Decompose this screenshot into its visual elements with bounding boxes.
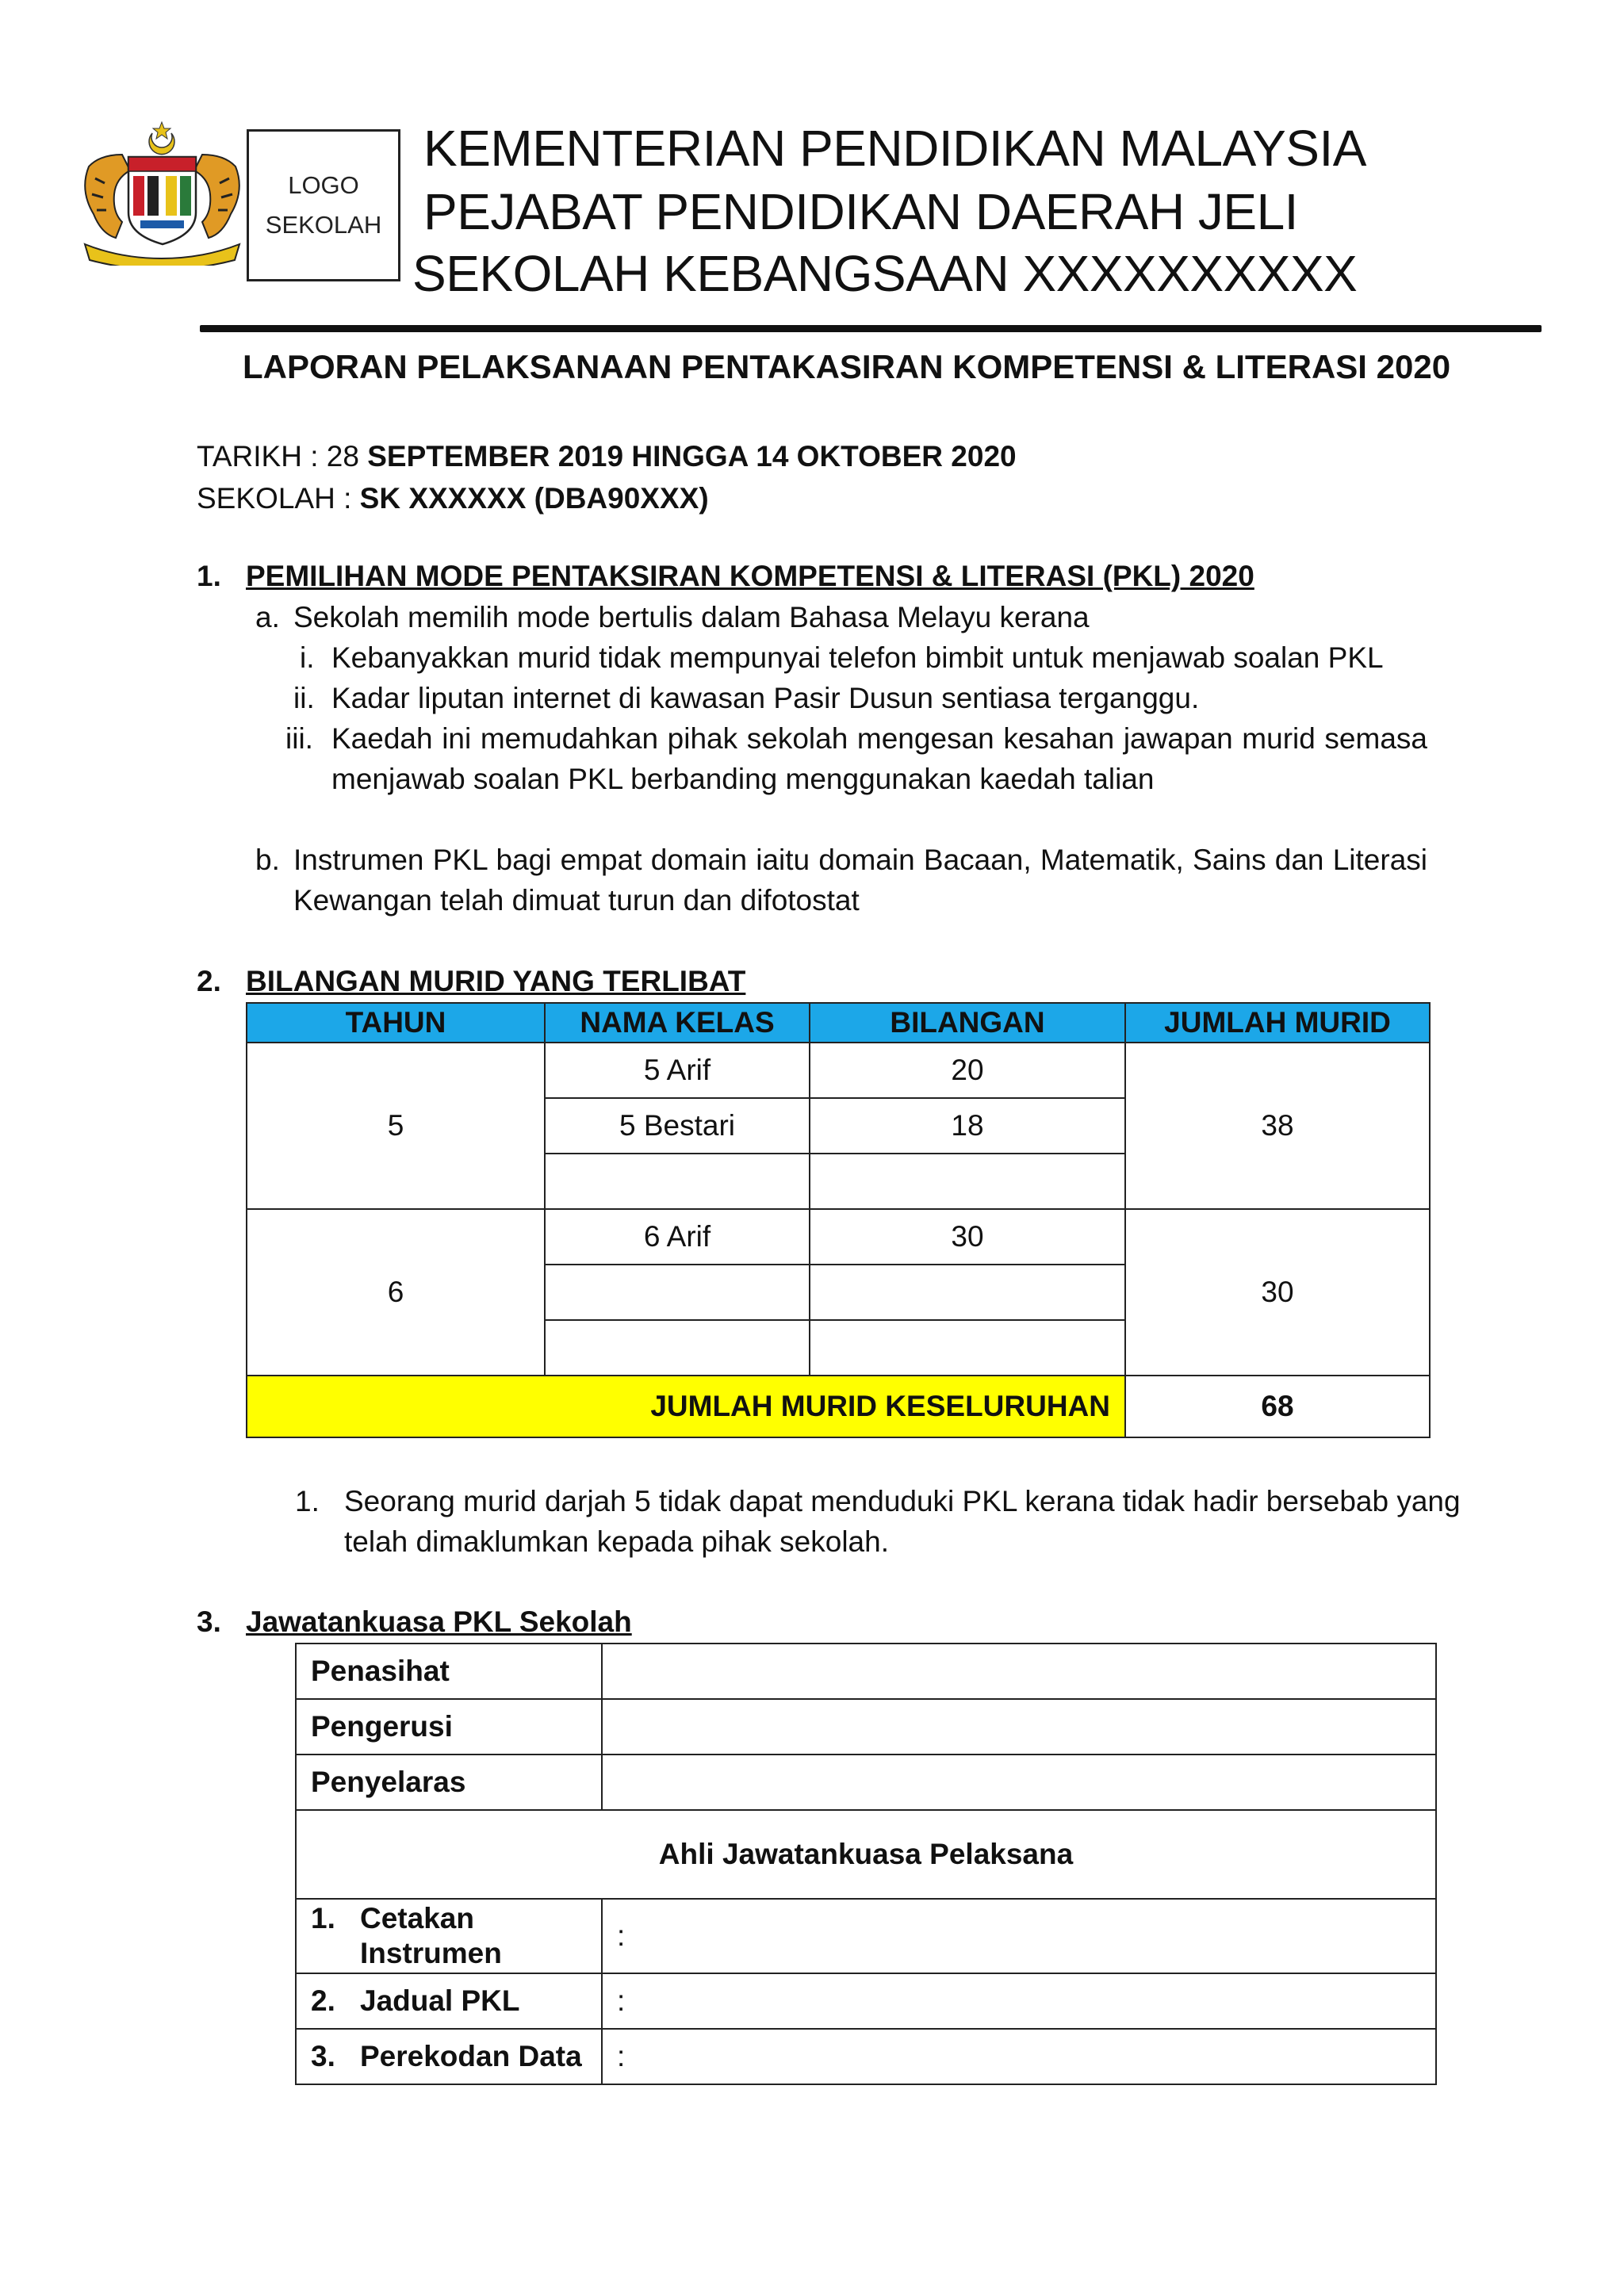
kelas-cell: 6 Arif xyxy=(545,1209,810,1265)
school-value: SK XXXXXX (DBA90XXX) xyxy=(359,482,709,515)
student-count-table xyxy=(246,1002,1431,1438)
table-row xyxy=(296,1644,1436,1699)
report-school xyxy=(197,478,709,519)
logo-box-line1: LOGO xyxy=(288,171,359,199)
header-divider xyxy=(200,325,1542,332)
kelas-cell xyxy=(545,1154,810,1209)
table-row xyxy=(296,1899,1436,1973)
table-row xyxy=(296,1699,1436,1755)
table-row xyxy=(296,2029,1436,2084)
table-row xyxy=(247,1043,1430,1098)
duty-name: Jadual PKL xyxy=(360,1984,520,2017)
duty-name xyxy=(360,1901,502,1971)
reason-iii-line2: menjawab soalan PKL berbanding menggunakan kaedah talian xyxy=(331,763,1155,795)
school-logo-placeholder xyxy=(247,129,400,281)
bilangan-cell: 18 xyxy=(810,1098,1125,1154)
tahun-cell: 5 xyxy=(247,1043,545,1209)
item-a-marker: a. xyxy=(255,601,280,633)
table-row xyxy=(296,1755,1436,1810)
reason-iii-line1: Kaedah ini memudahkan pihak sekolah mengesan kesahan jawapan murid semasa xyxy=(331,722,1427,755)
report-date xyxy=(197,436,1017,477)
duty-name-line2: Instrumen xyxy=(360,1937,502,1969)
item-b-line1: Instrumen PKL bagi empat domain iaitu domain Bacaan, Matematik, Sains dan Literasi xyxy=(293,844,1427,876)
note-line2: telah dimaklumkan kepada pihak sekolah. xyxy=(344,1525,889,1558)
table-row xyxy=(247,1209,1430,1265)
bilangan-cell xyxy=(810,1154,1125,1209)
section1-title: PEMILIHAN MODE PENTAKSIRAN KOMPETENSI & LITERASI (PKL) 2020 xyxy=(246,560,1254,592)
duty-value: : xyxy=(602,2029,1436,2084)
duty-name: Perekodan Data xyxy=(360,2040,582,2072)
reason-ii-text: Kadar liputan internet di kawasan Pasir Dusun sentiasa terganggu. xyxy=(331,682,1200,714)
item-b-marker: b. xyxy=(255,844,280,876)
column-header-bilangan: BILANGAN xyxy=(810,1003,1125,1043)
ministry-name: KEMENTERIAN PENDIDIKAN MALAYSIA xyxy=(423,120,1366,177)
table-row xyxy=(296,1973,1436,2029)
role-label: Pengerusi xyxy=(296,1699,602,1755)
total-value: 68 xyxy=(1125,1376,1430,1437)
note-marker: 1. xyxy=(295,1485,320,1517)
bilangan-cell xyxy=(810,1265,1125,1320)
item-b-line2: Kewangan telah dimuat turun dan difotostat xyxy=(293,884,860,916)
duty-value: : xyxy=(602,1899,1436,1973)
date-value: SEPTEMBER 2019 HINGGA 14 OKTOBER 2020 xyxy=(367,440,1017,473)
note-line1: Seorang murid darjah 5 tidak dapat menduduki PKL kerana tidak hadir bersebab yang xyxy=(344,1485,1461,1517)
role-value xyxy=(602,1699,1436,1755)
bilangan-cell: 20 xyxy=(810,1043,1125,1098)
malaysia-coat-of-arms-icon xyxy=(73,119,251,266)
item-a-text: Sekolah memilih mode bertulis dalam Bahasa Melayu kerana xyxy=(293,601,1090,633)
committee-table xyxy=(295,1643,1437,2085)
role-value xyxy=(602,1755,1436,1810)
kelas-cell xyxy=(545,1320,810,1376)
duty-number: 2. xyxy=(311,1984,335,2017)
table-subheading-row xyxy=(296,1810,1436,1899)
bilangan-cell xyxy=(810,1320,1125,1376)
section3-number: 3. xyxy=(197,1605,221,1638)
kelas-cell xyxy=(545,1265,810,1320)
section2-number: 2. xyxy=(197,965,221,997)
section3-title: Jawatankuasa PKL Sekolah xyxy=(246,1605,632,1638)
committee-subheading: Ahli Jawatankuasa Pelaksana xyxy=(296,1810,1436,1899)
reason-i-marker: i. xyxy=(300,641,315,674)
role-label: Penasihat xyxy=(296,1644,602,1699)
section1-number: 1. xyxy=(197,560,221,592)
table-total-row xyxy=(247,1376,1430,1437)
section2-title: BILANGAN MURID YANG TERLIBAT xyxy=(246,965,746,997)
role-label: Penyelaras xyxy=(296,1755,602,1810)
date-label: TARIKH : 28 xyxy=(197,440,368,473)
school-label: SEKOLAH : xyxy=(197,482,360,515)
report-title: LAPORAN PELAKSANAAN PENTAKASIRAN KOMPETENSI & LITERASI 2020 xyxy=(243,348,1451,385)
kelas-cell: 5 Bestari xyxy=(545,1098,810,1154)
duty-item xyxy=(311,1984,601,2019)
bilangan-cell: 30 xyxy=(810,1209,1125,1265)
total-label: JUMLAH MURID KESELURUHAN xyxy=(247,1376,1125,1437)
kelas-cell: 5 Arif xyxy=(545,1043,810,1098)
column-header-jumlah-murid: JUMLAH MURID xyxy=(1125,1003,1430,1043)
reason-i-text: Kebanyakkan murid tidak mempunyai telefon bimbit untuk menjawab soalan PKL xyxy=(331,641,1384,674)
reason-ii-marker: ii. xyxy=(293,682,315,714)
school-name: SEKOLAH KEBANGSAAN XXXXXXXXXX xyxy=(412,245,1358,302)
duty-label xyxy=(296,2029,602,2084)
duty-label xyxy=(296,1973,602,2029)
duty-number: 1. xyxy=(311,1902,335,1934)
jumlah-cell: 30 xyxy=(1125,1209,1430,1376)
logo-box-line2: SEKOLAH xyxy=(265,211,382,239)
column-header-tahun: TAHUN xyxy=(247,1003,545,1043)
duty-number: 3. xyxy=(311,2040,335,2072)
duty-name-line1: Cetakan xyxy=(360,1902,474,1934)
duty-item xyxy=(311,1901,601,1971)
jumlah-cell: 38 xyxy=(1125,1043,1430,1209)
duty-value: : xyxy=(602,1973,1436,2029)
duty-item xyxy=(311,2039,601,2074)
role-value xyxy=(602,1644,1436,1699)
tahun-cell: 6 xyxy=(247,1209,545,1376)
reason-iii-marker: iii. xyxy=(285,722,313,755)
column-header-nama-kelas: NAMA KELAS xyxy=(545,1003,810,1043)
district-office-name: PEJABAT PENDIDIKAN DAERAH JELI xyxy=(423,183,1298,240)
table-header-row xyxy=(247,1003,1430,1043)
duty-label xyxy=(296,1899,602,1973)
